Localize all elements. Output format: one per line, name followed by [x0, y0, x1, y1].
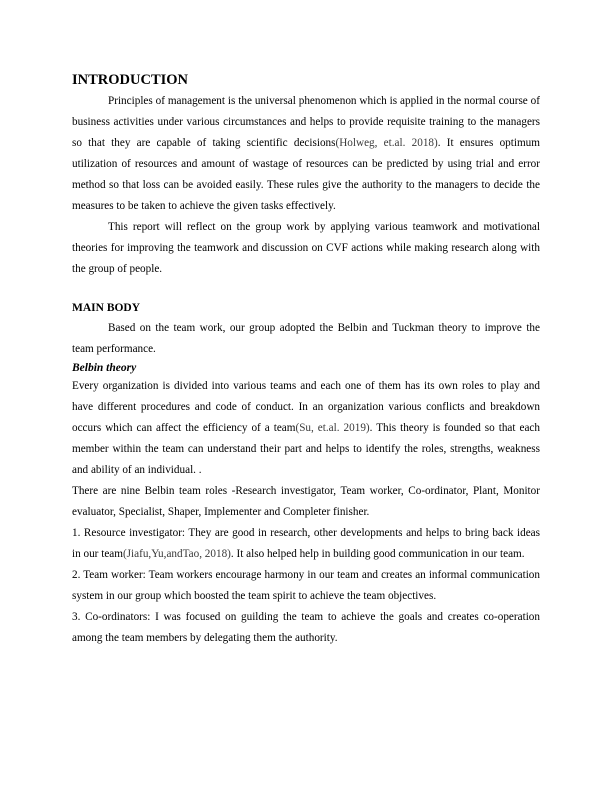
text-segment: . It ensures optimum utilization of resources and amount of wastage of resources can be predicted by using trial and error method so that loss can be avoided easily. These rules give the authority to the managers to decide the measures to be taken to achieve the given tasks effectively. — [72, 137, 540, 212]
text-segment: . This theory is founded so that each member within the team can understand their part and helps to identify the roles, strengths, weakness and ability of an individual. . — [72, 422, 540, 476]
belbin-paragraph-2: There are nine Belbin team roles -Research investigator, Team worker, Co-ordinator, Plant, Monitor evaluator, Specialist, Shaper, Implementer and Completer finisher. — [72, 485, 540, 518]
text-segment: Every organization is divided into various teams and each one of them has its own roles to play and have different procedures and code of conduct. In an organization various conflicts and breakdown occurs which can affect the efficiency of a team — [72, 380, 540, 434]
text-segment: . It also helped help in building good communication in our team. — [230, 548, 525, 560]
text-segment: Principles of management is the universal phenomenon which is applied in the normal course of business activities under various circumstances and helps to provide requisite training to the managers so that they are capable of taking scientific decisions — [72, 95, 540, 149]
introduction-heading: INTRODUCTION — [72, 72, 189, 88]
belbin-theory-heading: Belbin theory — [72, 362, 137, 374]
list-item-resource-investigator — [72, 523, 540, 565]
main-body-intro: Based on the team work, our group adopted the Belbin and Tuckman theory to improve the team performance. — [72, 322, 540, 355]
document-page — [72, 71, 540, 649]
citation: (Su, et.al. 2019) — [295, 422, 370, 434]
citation: (Holweg, et.al. 2018) — [335, 137, 438, 149]
text-segment: 1. Resource investigator: They are good in research, other developments and helps to bring back ideas in our team — [72, 527, 540, 560]
list-item-team-worker: 2. Team worker: Team workers encourage harmony in our team and creates an informal communication system in our group which boosted the team spirit to achieve the team objectives. — [72, 569, 540, 602]
introduction-paragraph-2: This report will reflect on the group work by applying various teamwork and motivational theories for improving the teamwork and discussion on CVF actions while making research along with the group of people. — [72, 221, 540, 275]
belbin-paragraph-1 — [72, 376, 540, 481]
main-body-heading: MAIN BODY — [72, 302, 141, 314]
introduction-paragraph-1 — [72, 91, 540, 217]
citation: (Jiafu,Yu,andTao, 2018) — [122, 548, 231, 560]
section-gap — [72, 280, 540, 300]
list-item-co-ordinators: 3. Co-ordinators: I was focused on guilding the team to achieve the goals and creates co-operation among the team members by delegating them the authority. — [72, 611, 540, 644]
